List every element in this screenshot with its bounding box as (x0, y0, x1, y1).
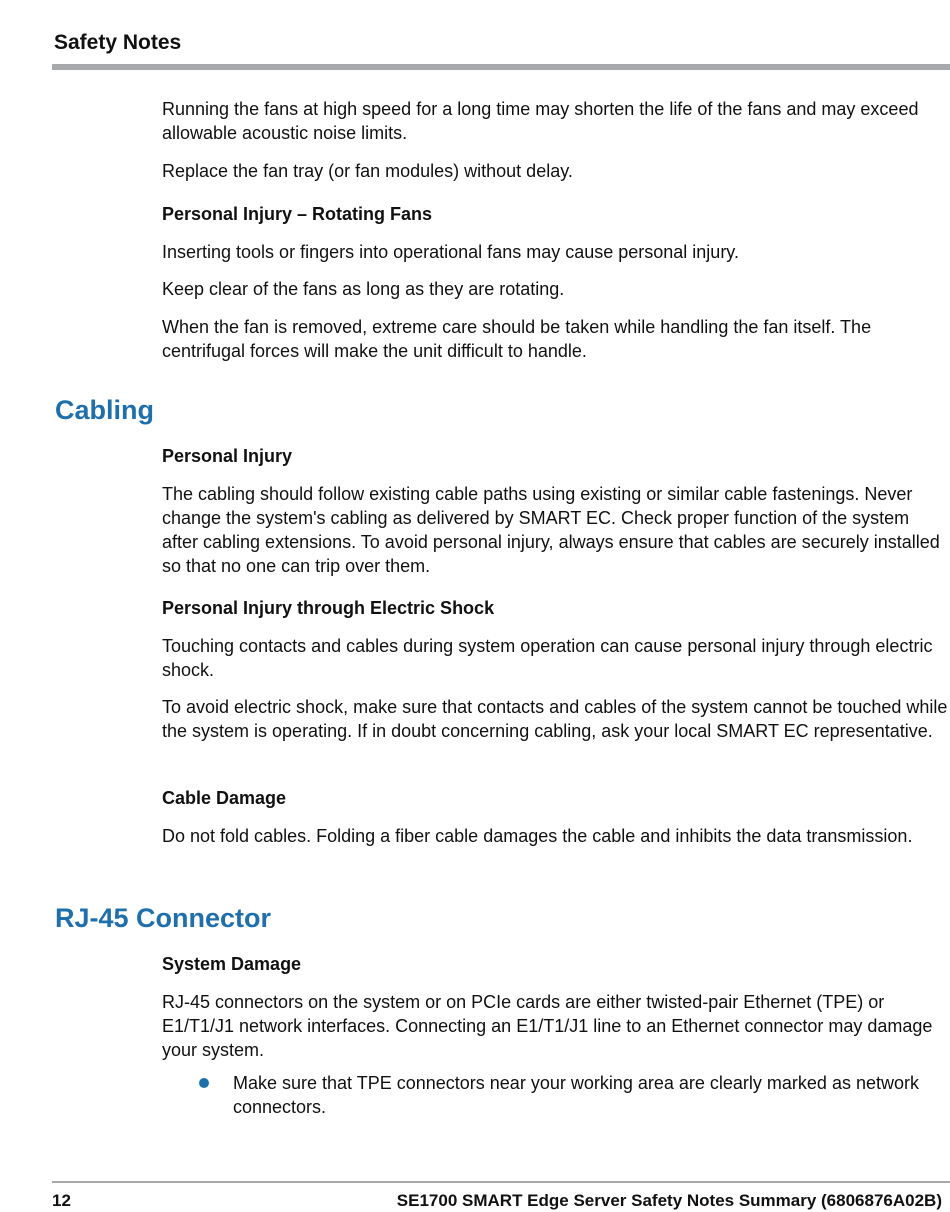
replace-fan-paragraph: Replace the fan tray (or fan modules) without delay. (162, 161, 573, 181)
avoid-shock-paragraph: To avoid electric shock, make sure that contacts and cables of the system cannot be touched while the system is operating. If in doubt concerning cabling, ask your local SMART EC representative. (162, 697, 948, 741)
footer-divider (52, 1181, 950, 1183)
cabling-section-title: Cabling (55, 395, 154, 425)
header-divider (52, 64, 950, 70)
fan-removed-paragraph: When the fan is removed, extreme care should be taken while handling the fan itself. The centrifugal forces will make the unit difficult to handle. (162, 317, 872, 361)
cabling-paths-paragraph: The cabling should follow existing cable paths using existing or similar cable fastenings. Never change the system's cabling as delivered by SMART EC. Check proper function of the system after cabling extensions. To avoid personal injury, always ensure that cables are securely installed so that no one can trip over them. (162, 484, 940, 576)
bullet-item: Make sure that TPE connectors near your working area are clearly marked as network connectors. (233, 1073, 919, 1117)
fan-speed-paragraph: Running the fans at high speed for a long time may shorten the life of the fans and may exceed allowable acoustic noise limits. (162, 99, 919, 143)
fold-cables-paragraph: Do not fold cables. Folding a fiber cable damages the cable and inhibits the data transmission. (162, 826, 913, 846)
rj45-connectors-paragraph: RJ-45 connectors on the system or on PCIe cards are either twisted-pair Ethernet (TPE) or E1/T1/J1 network interfaces. Connecting an E1/T1/J1 line to an Ethernet connector may damage your system. (162, 992, 933, 1060)
electric-shock-heading: Personal Injury through Electric Shock (162, 598, 495, 618)
touching-contacts-paragraph: Touching contacts and cables during system operation can cause personal injury through electric shock. (162, 636, 933, 680)
personal-injury-heading: Personal Injury (162, 446, 293, 466)
cable-damage-heading: Cable Damage (162, 788, 287, 808)
page-header-title: Safety Notes (54, 31, 182, 54)
inserting-tools-paragraph: Inserting tools or fingers into operational fans may cause personal injury. (162, 242, 739, 262)
keep-clear-paragraph: Keep clear of the fans as long as they are rotating. (162, 279, 565, 299)
rotating-fans-heading: Personal Injury – Rotating Fans (162, 204, 433, 224)
rj45-section-title: RJ-45 Connector (55, 903, 272, 933)
page-number: 12 (52, 1191, 71, 1210)
footer-document-title: SE1700 SMART Edge Server Safety Notes Summary (6806876A02B) (396, 1191, 942, 1210)
bullet-icon (199, 1078, 209, 1088)
system-damage-heading: System Damage (162, 954, 302, 974)
